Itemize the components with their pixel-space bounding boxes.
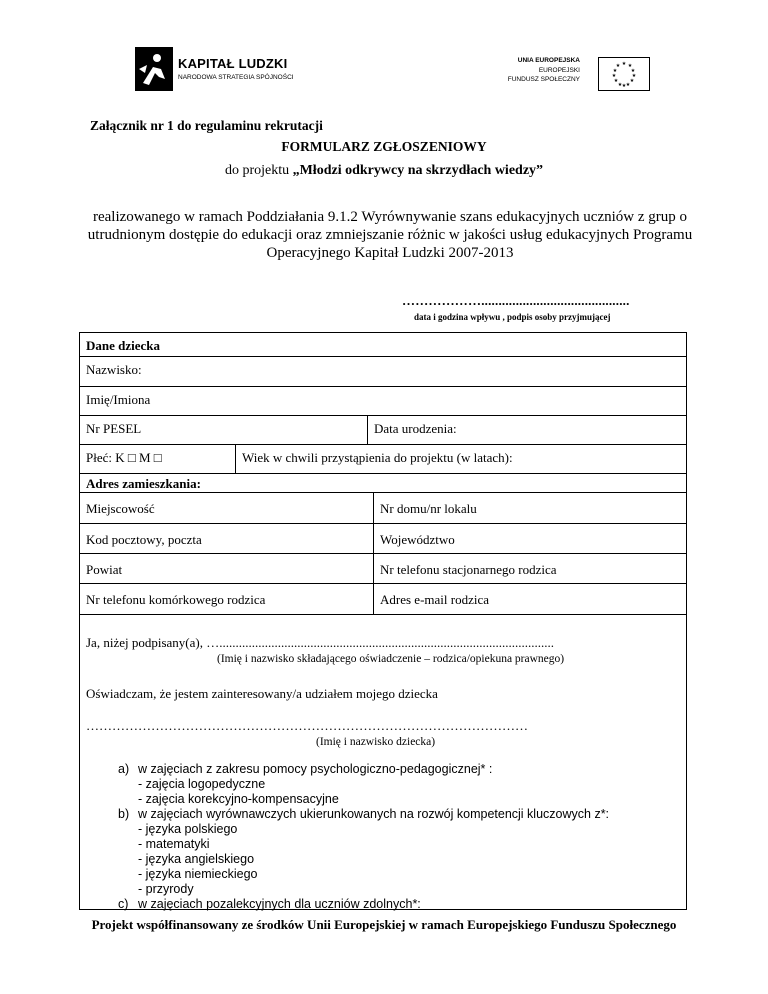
application-form xyxy=(79,332,687,910)
date-caption: data i godzina wpływu , podpis osoby przyjmującej xyxy=(414,312,611,322)
svg-text:★: ★ xyxy=(611,73,617,79)
pesel-birth-row xyxy=(80,416,686,445)
county-landline-row xyxy=(80,554,686,584)
eu-flag-icon xyxy=(598,57,650,91)
list-item[interactable]: - matematyki xyxy=(138,837,210,851)
child-name-caption: (Imię i nazwisko dziecka) xyxy=(316,736,436,748)
eu-logo-line1: UNIA EUROPEJSKA xyxy=(517,57,580,64)
svg-text:★: ★ xyxy=(627,63,633,69)
list-item-c xyxy=(118,897,609,912)
mobile-label: Nr telefonu komórkowego rodzica xyxy=(86,592,266,607)
svg-text:★: ★ xyxy=(617,82,623,88)
list-item[interactable]: - języka angielskiego xyxy=(138,852,255,866)
age-field[interactable] xyxy=(235,445,686,473)
voivodeship-label: Województwo xyxy=(380,532,455,547)
svg-text:★: ★ xyxy=(613,78,619,84)
list-item-a-text: w zajęciach z zakresu pomocy psychologiczno-pedagogicznej* : xyxy=(138,762,493,776)
list-item[interactable]: - przyrody xyxy=(138,882,194,896)
county-field[interactable] xyxy=(80,554,373,583)
list-marker-c: c) xyxy=(118,897,129,911)
mobile-field[interactable] xyxy=(80,584,373,614)
birth-date-field[interactable] xyxy=(367,416,686,444)
postal-field[interactable] xyxy=(80,524,373,553)
postal-label: Kod pocztowy, poczta xyxy=(86,532,202,547)
list-item[interactable]: - zajęcia logopedyczne xyxy=(138,777,266,791)
section-address xyxy=(80,474,686,493)
svg-text:★: ★ xyxy=(629,78,635,84)
list-item[interactable]: - zajęcia korekcyjno-kompensacyjne xyxy=(138,792,339,806)
kapital-ludzki-name: KAPITAŁ LUDZKI xyxy=(178,56,288,71)
gender-label: Płeć: K □ M □ xyxy=(86,450,162,465)
child-name-dots[interactable]: ………………………………………………………………………………………… xyxy=(86,718,528,733)
svg-text:★: ★ xyxy=(630,68,636,74)
city-house-row xyxy=(80,493,686,524)
svg-text:★: ★ xyxy=(631,73,637,79)
project-line xyxy=(0,163,768,179)
mobile-email-row xyxy=(80,584,686,615)
age-label: Wiek w chwili przystąpienia do projektu (w latach): xyxy=(242,450,513,465)
signed-line: Ja, niżej podpisany(a), …....................................................................................................... xyxy=(86,635,554,650)
eu-logo xyxy=(490,57,650,91)
svg-text:★: ★ xyxy=(625,82,631,88)
list-item-a xyxy=(118,762,609,777)
county-label: Powiat xyxy=(86,562,123,577)
gender-age-row xyxy=(80,445,686,474)
declaration-block xyxy=(80,615,686,909)
attachment-title: Załącznik nr 1 do regulaminu rekrutacji xyxy=(90,118,323,133)
surname-field[interactable] xyxy=(80,357,686,387)
birth-date-label: Data urodzenia: xyxy=(374,421,457,436)
realized-description: realizowanego w ramach Poddziałania 9.1.2 Wyrównywanie szans edukacyjnych uczniów z grup o utrudnionym dostępie do edukacji oraz zmniejszanie różnic w jakości usług edukacyjnych Programu Operacyjnego Kapitał Ludzki 2007-2013 xyxy=(87,209,693,261)
list-item-c-text: w zajęciach pozalekcyjnych dla uczniów zdolnych*: xyxy=(138,897,421,911)
list-marker-a: a) xyxy=(118,762,130,776)
eu-logo-line3: FUNDUSZ SPOŁECZNY xyxy=(507,76,580,83)
city-field[interactable] xyxy=(80,493,373,523)
email-field[interactable] xyxy=(373,584,686,614)
house-no-label: Nr domu/nr lokalu xyxy=(380,501,477,516)
section-child xyxy=(80,333,686,357)
section-address-label: Adres zamieszkania: xyxy=(86,476,201,491)
voivodeship-field[interactable] xyxy=(373,524,686,553)
declare-text: Oświadczam, że jestem zainteresowany/a udziałem mojego dziecka xyxy=(86,686,438,701)
svg-text:★: ★ xyxy=(621,83,627,89)
names-field[interactable] xyxy=(80,387,686,416)
pesel-label: Nr PESEL xyxy=(86,421,142,436)
svg-text:★: ★ xyxy=(615,63,621,69)
landline-label: Nr telefonu stacjonarnego rodzica xyxy=(380,562,557,577)
kapital-ludzki-logo xyxy=(135,45,335,95)
signed-caption: (Imię i nazwisko składającego oświadczenie – rodzica/opiekuna prawnego) xyxy=(217,653,565,665)
svg-text:★: ★ xyxy=(612,68,618,74)
list-item[interactable]: - języka polskiego xyxy=(138,822,238,836)
footer-note: Projekt współfinansowany ze środków Unii Europejskiej w ramach Europejskiego Funduszu Społecznego xyxy=(91,917,677,932)
eu-logo-line2: EUROPEJSKI xyxy=(538,67,580,74)
form-title: FORMULARZ ZGŁOSZENIOWY xyxy=(281,139,487,154)
list-item-b xyxy=(118,807,609,822)
list-item-b-text: w zajęciach wyrównawczych ukierunkowanych na rozwój kompetencji kluczowych z*: xyxy=(138,807,610,821)
project-name: „Młodzi odkrywcy na skrzydłach wiedzy” xyxy=(292,163,544,178)
kapital-ludzki-emblem-icon xyxy=(135,47,173,91)
signature-dots: ………………........................................... xyxy=(402,293,630,308)
kapital-ludzki-subtitle: NARODOWA STRATEGIA SPÓJNOŚCI xyxy=(178,74,294,81)
postal-voivodeship-row xyxy=(80,524,686,554)
city-label: Miejscowość xyxy=(86,501,155,516)
activities-list xyxy=(118,762,609,912)
house-no-field[interactable] xyxy=(373,493,686,523)
svg-text:★: ★ xyxy=(621,61,627,67)
project-prefix: do projektu xyxy=(224,163,293,178)
email-label: Adres e-mail rodzica xyxy=(380,592,490,607)
gender-field[interactable] xyxy=(80,445,235,473)
list-item[interactable]: - języka niemieckiego xyxy=(138,867,258,881)
pesel-field[interactable] xyxy=(80,416,367,444)
landline-field[interactable] xyxy=(373,554,686,583)
section-child-label: Dane dziecka xyxy=(86,338,161,353)
names-label: Imię/Imiona xyxy=(86,392,151,407)
surname-label: Nazwisko: xyxy=(86,362,142,377)
list-marker-b: b) xyxy=(118,807,130,821)
